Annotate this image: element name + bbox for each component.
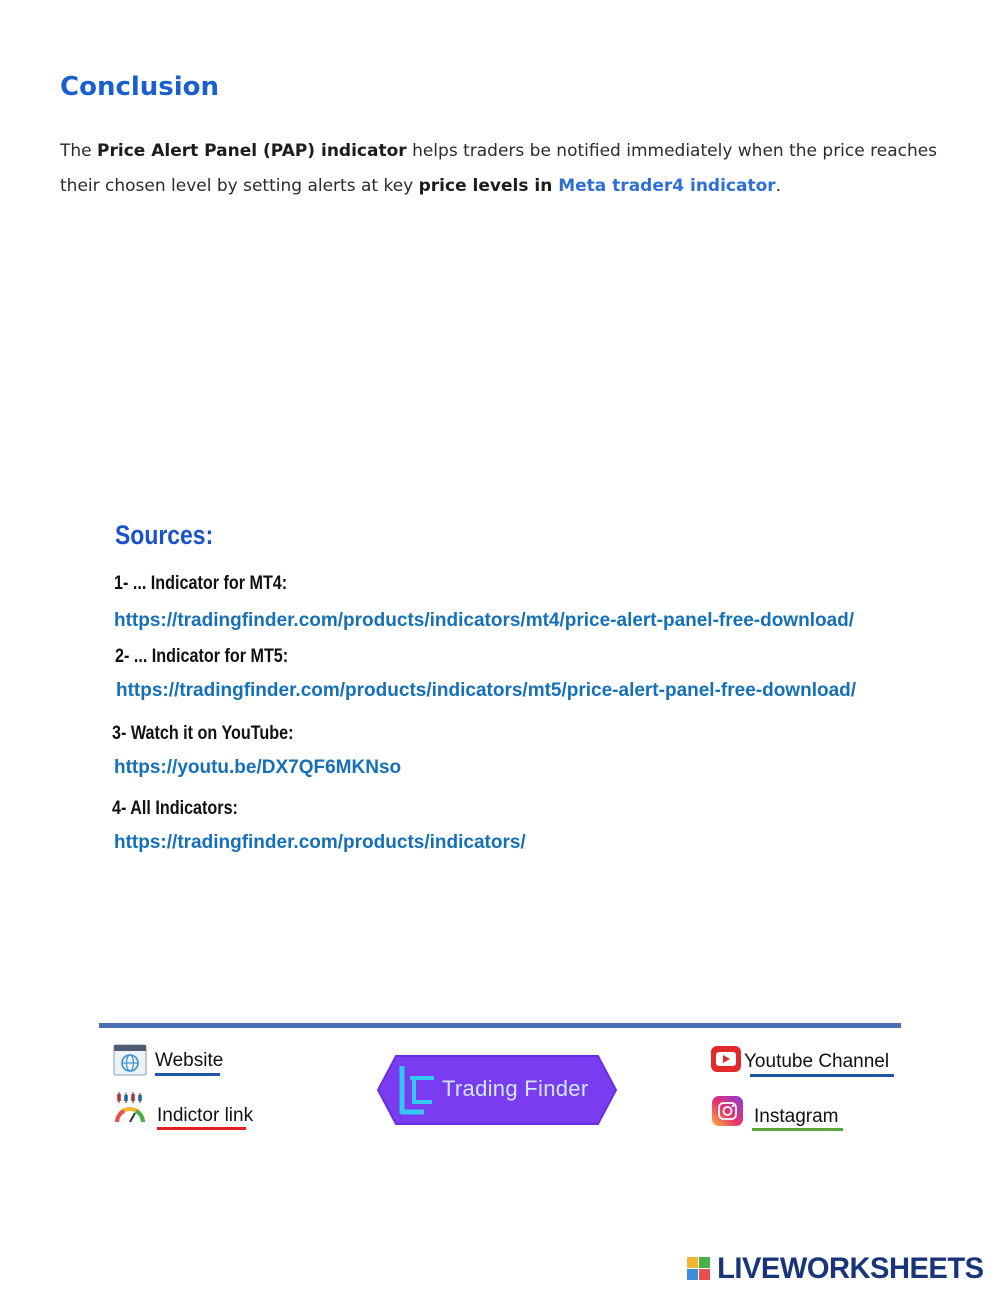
source-label-mt4: 1- ... Indicator for MT4: <box>114 573 288 594</box>
source-link-mt5[interactable]: https://tradingfinder.com/products/indicators/mt5/price-alert-panel-free-download/ <box>116 680 857 701</box>
trading-finder-logo <box>376 1054 618 1126</box>
page-title: Conclusion <box>60 72 220 102</box>
youtube-channel-link[interactable]: Youtube Channel <box>744 1051 890 1072</box>
youtube-underline <box>750 1074 894 1077</box>
instagram-icon <box>711 1095 745 1127</box>
indicator-name: Price Alert Panel (PAP) indicator <box>97 141 407 161</box>
liveworksheets-text: LIVEWORKSHEETS <box>717 1252 984 1285</box>
source-label-mt5: 2- ... Indicator for MT5: <box>115 646 289 667</box>
liveworksheets-icon <box>687 1257 711 1281</box>
globe-icon <box>113 1044 147 1076</box>
price-levels-text: price levels in <box>418 176 559 196</box>
instagram-link[interactable]: Instagram <box>754 1106 839 1127</box>
source-link-all[interactable]: https://tradingfinder.com/products/indicators/ <box>114 832 526 853</box>
indicator-link[interactable]: Indictor link <box>157 1105 254 1126</box>
source-link-youtube[interactable]: https://youtu.be/DX7QF6MKNso <box>114 757 402 778</box>
website-link[interactable]: Website <box>155 1050 224 1071</box>
youtube-icon <box>709 1043 743 1075</box>
instagram-underline <box>752 1128 843 1131</box>
conclusion-paragraph <box>60 134 950 204</box>
indicator-underline <box>157 1127 246 1130</box>
source-label-youtube: 3- Watch it on YouTube: <box>112 723 294 744</box>
website-underline <box>155 1073 220 1076</box>
para-text: . <box>775 176 782 196</box>
sources-title: Sources: <box>115 520 214 550</box>
footer-divider <box>99 1023 901 1028</box>
para-text: helps traders be notified immediately when the price reaches their chosen level by setting alerts at key <box>60 141 938 196</box>
gauge-icon <box>113 1092 147 1124</box>
para-text: The <box>60 141 98 161</box>
liveworksheets-brand <box>687 1252 988 1286</box>
logo-text: Trading Finder <box>442 1076 589 1101</box>
source-link-mt4[interactable]: https://tradingfinder.com/products/indicators/mt4/price-alert-panel-free-download/ <box>114 610 855 631</box>
meta-trader4-link[interactable]: Meta trader4 indicator <box>558 176 776 196</box>
source-label-all: 4- All Indicators: <box>112 798 238 819</box>
